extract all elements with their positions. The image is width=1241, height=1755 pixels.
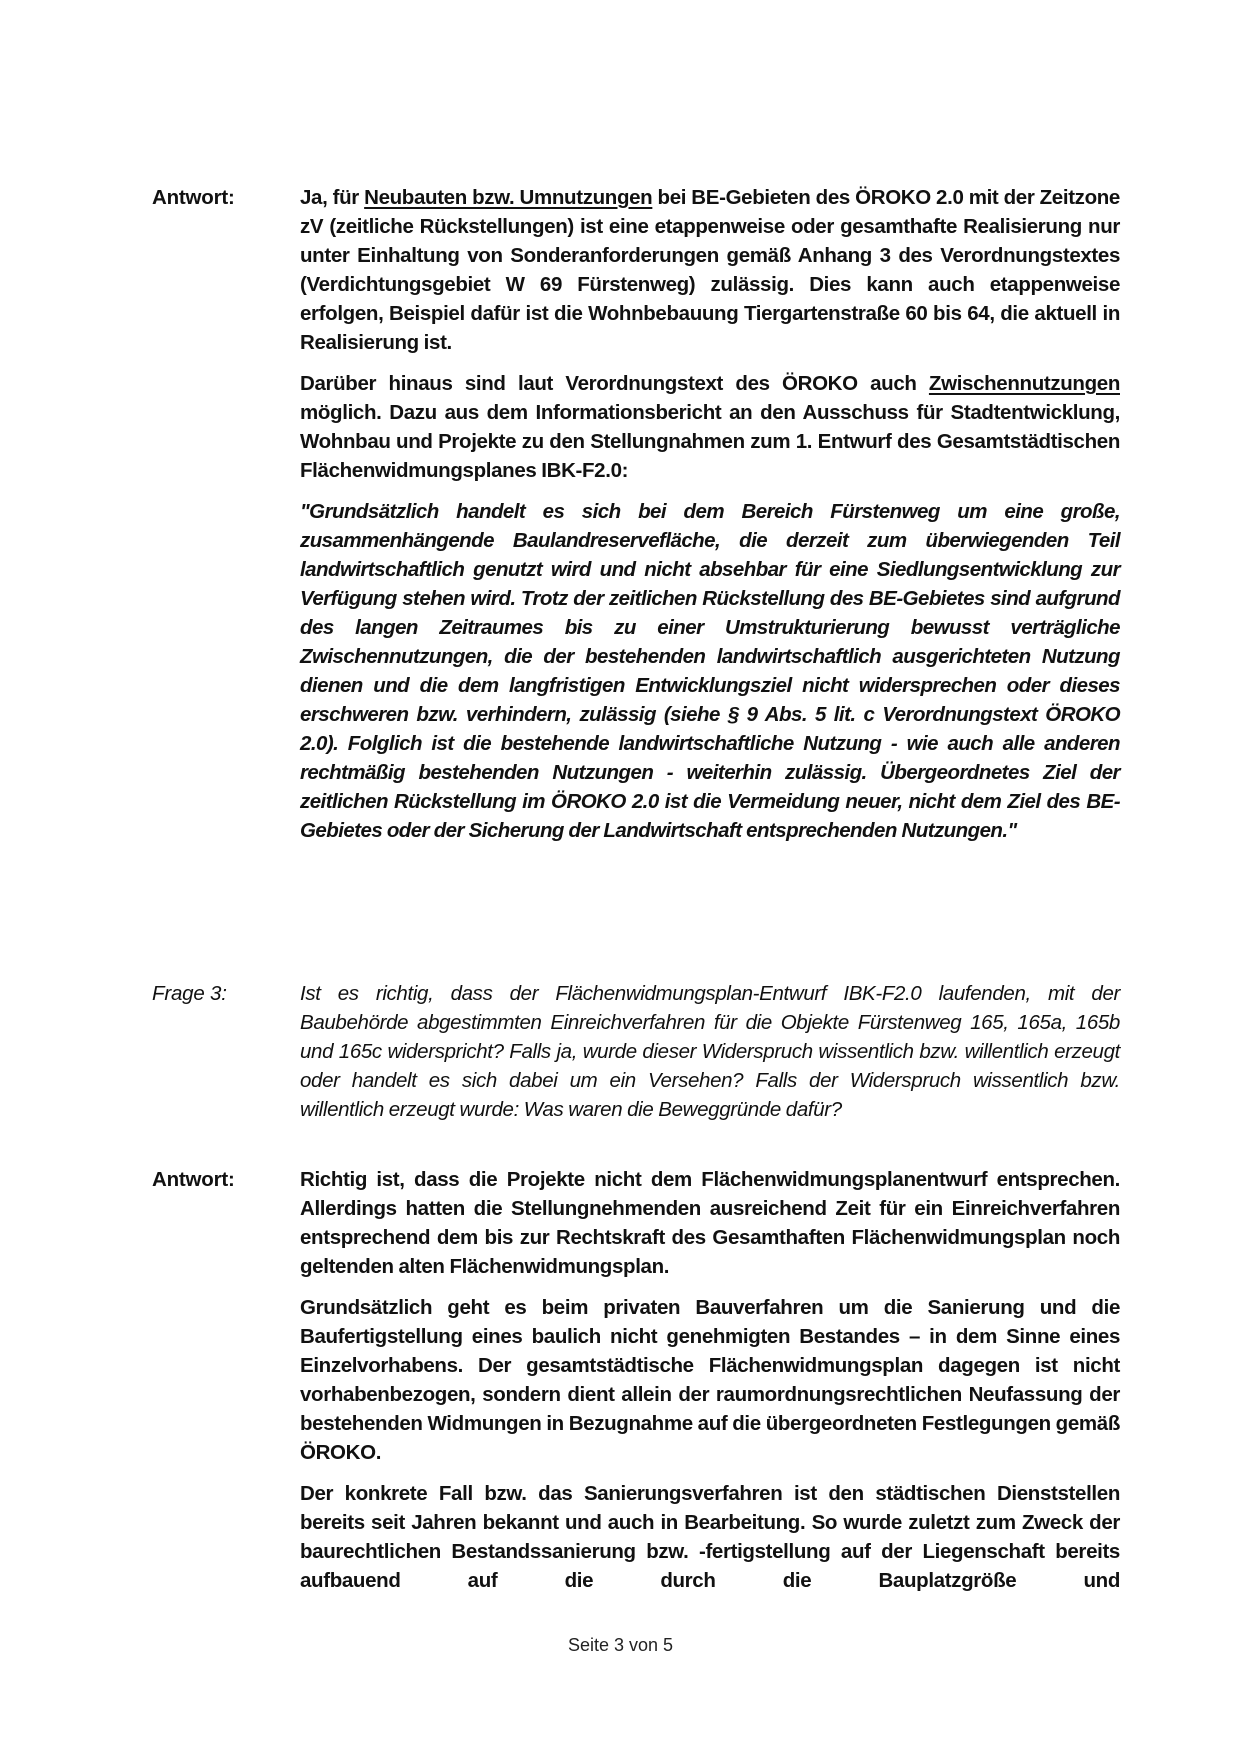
answer-section-3 <box>152 1165 1120 1607</box>
answer-body <box>300 1165 1120 1607</box>
question-paragraph: Ist es richtig, dass der Flächenwidmungsplan-Entwurf IBK-F2.0 laufenden, mit der Baubehörde abgestimmten Einreichverfahren für die Objekte Fürstenweg 165, 165a, 165b und 165c widerspricht? Falls ja, wurde dieser Widerspruch wissentlich bzw. willentlich erzeugt oder handelt es sich dabei um ein Versehen? Falls der Widerspruch wissentlich bzw. willentlich erzeugt wurde: Was waren die Beweggründe dafür? <box>300 982 1120 1121</box>
text-run: bei BE-Gebieten des ÖROKO 2.0 mit der Zeitzone zV (zeitliche Rückstellungen) ist eine etappenweise oder gesamthafte Realisierung nur unter Einhaltung von Sonderanforderungen gemäß Anhang 3 des Verordnungstextes (Verdichtungsgebiet W 69 Fürstenweg) zulässig. Dies kann auch etappenweise erfolgen, Beispiel dafür ist die Wohnbebauung Tiergartenstraße 60 bis 64, die aktuell in Realisierung ist. <box>300 186 1120 354</box>
quoted-report-excerpt: "Grundsätzlich handelt es sich bei dem Bereich Fürstenweg um eine große, zusammenhängende Baulandreservefläche, die derzeit zum überwiegenden Teil landwirtschaftlich genutzt wird und nicht absehbar für eine Siedlungsentwicklung zur Verfügung stehen wird. Trotz der zeitlichen Rückstellung des BE-Gebietes sind aufgrund des langen Zeitraumes bis zu einer Umstrukturierung bewusst verträgliche Zwischennutzungen, die der bestehenden landwirtschaftlich ausgerichteten Nutzung dienen und die dem langfristigen Entwicklungsziel nicht widersprechen oder dieses erschweren bzw. verhindern, zulässig (siehe § 9 Abs. 5 lit. c Verordnungstext ÖROKO 2.0). Folglich ist die bestehende landwirtschaftliche Nutzung - wie auch alle anderen rechtmäßig bestehenden Nutzungen - weiterhin zulässig. Übergeordnetes Ziel der zeitlichen Rückstellung im ÖROKO 2.0 ist die Vermeidung neuer, nicht dem Ziel des BE-Gebietes oder der Sicherung der Landwirtschaft entsprechenden Nutzungen." <box>300 500 1120 842</box>
question-label: Frage 3: <box>152 982 227 1005</box>
answer-label: Antwort: <box>152 1168 235 1191</box>
question-body <box>300 979 1120 1136</box>
page-number-footer: Seite 3 von 5 <box>567 1635 674 1655</box>
question-section-3 <box>152 979 1120 1136</box>
text-run: möglich. Dazu aus dem Informationsbericht an den Ausschuss für Stadtentwicklung, Wohnbau und Projekte zu den Stellungnahmen zum 1. Entwurf des Gesamtstädtischen Flächenwidmungsplanes IBK-F2.0: <box>300 401 1120 482</box>
answer-paragraph <box>300 369 1120 485</box>
answer-paragraph <box>300 183 1120 357</box>
text-run: Darüber hinaus sind laut Verordnungstext des ÖROKO auch <box>300 372 929 395</box>
answer-section-1 <box>152 183 1120 857</box>
answer-paragraph: Richtig ist, dass die Projekte nicht dem Flächenwidmungsplanentwurf entsprechen. Allerdings hatten die Stellungnehmenden ausreichend Zeit für ein Einreichverfahren entsprechend dem bis zur Rechtskraft des Gesamthaften Flächenwidmungsplan noch geltenden alten Flächenwidmungsplan. <box>300 1168 1120 1278</box>
answer-label: Antwort: <box>152 186 235 209</box>
answer-body <box>300 183 1120 857</box>
answer-paragraph: Grundsätzlich geht es beim privaten Bauverfahren um die Sanierung und die Baufertigstellung eines baulich nicht genehmigten Bestandes – in dem Sinne eines Einzelvorhabens. Der gesamtstädtische Flächenwidmungsplan dagegen ist nicht vorhabenbezogen, sondern dient allein der raumordnungsrechtlichen Neufassung der bestehenden Widmungen in Bezugnahme auf die übergeordneten Festlegungen gemäß ÖROKO. <box>300 1296 1120 1464</box>
answer-paragraph: Der konkrete Fall bzw. das Sanierungsverfahren ist den städtischen Dienststellen bereits seit Jahren bekannt und auch in Bearbeitung. So wurde zuletzt zum Zweck der baurechtlichen Bestandssanierung bzw. -fertigstellung auf der Liegenschaft bereits aufbauend auf die durch die Bauplatzgröße und <box>300 1482 1120 1592</box>
underlined-term: Zwischennutzungen <box>928 372 1120 395</box>
text-run: Ja, für <box>300 186 365 209</box>
underlined-term: Neubauten bzw. Umnutzungen <box>364 186 653 209</box>
